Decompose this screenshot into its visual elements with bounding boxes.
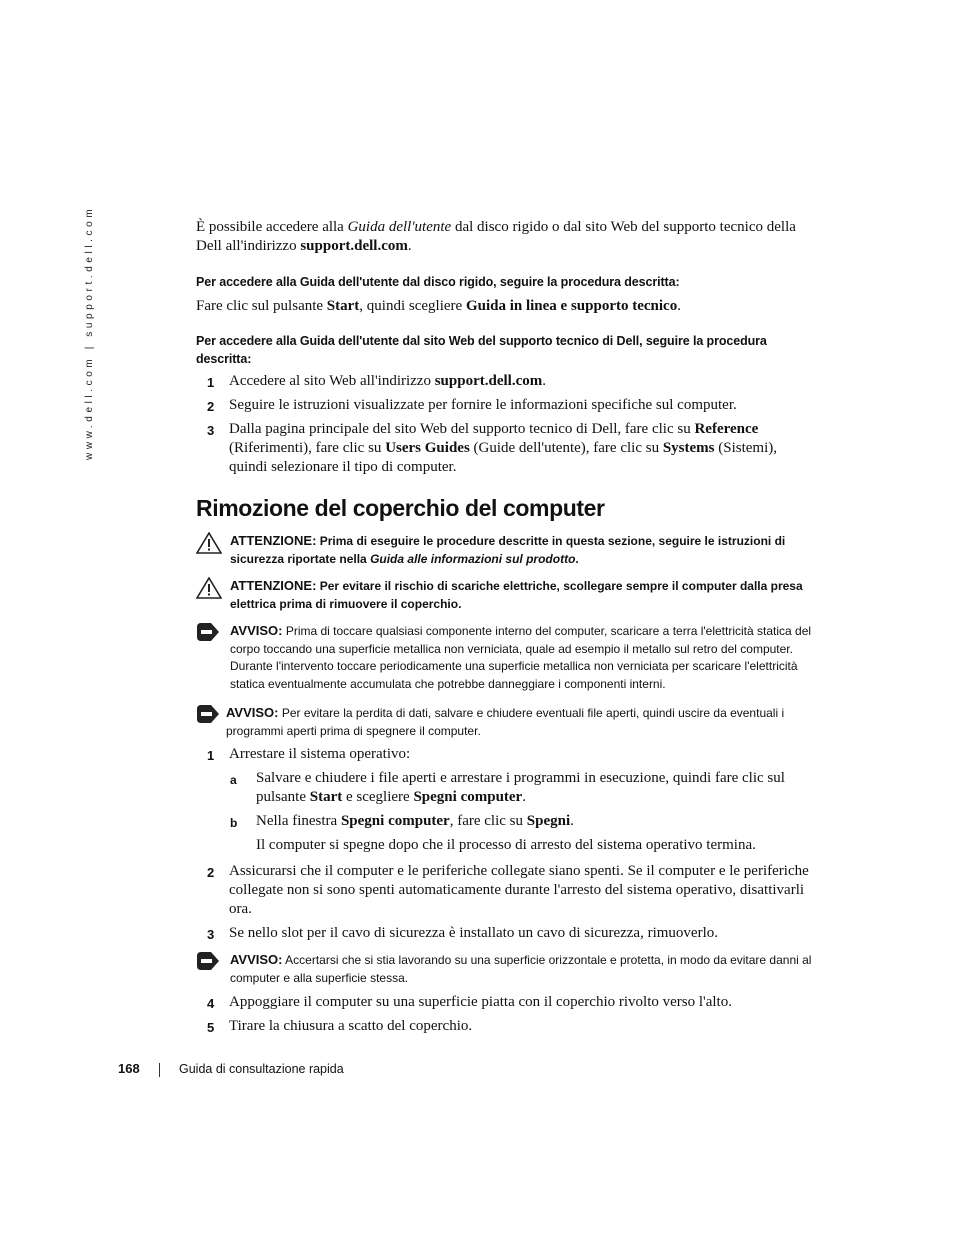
procedure-heading-disk: Per accedere alla Guida dell'utente dal disco rigido, seguire la procedura descritta: bbox=[196, 275, 680, 289]
web-step-1 bbox=[196, 372, 816, 391]
text: Nella finestra bbox=[256, 813, 341, 829]
text: Systems bbox=[662, 440, 715, 456]
caution-note-2 bbox=[196, 577, 816, 613]
text: (Sistemi), quindi selezionare il tipo di computer. bbox=[229, 440, 777, 475]
support-link[interactable]: support.dell.com bbox=[434, 373, 543, 389]
support-link[interactable]: support.dell.com bbox=[300, 238, 408, 254]
text: Users Guides bbox=[385, 440, 470, 456]
text: Reference bbox=[694, 421, 759, 437]
notice-icon bbox=[196, 622, 220, 648]
substep-b-note: Il computer si spegne dopo che il processo di arresto del sistema operativo termina. bbox=[256, 837, 756, 853]
step-number: 4 bbox=[207, 996, 215, 1011]
page-number: 168 bbox=[118, 1061, 140, 1076]
text: (Riferimenti), fare clic su bbox=[229, 440, 386, 456]
text: , quindi scegliere bbox=[359, 298, 466, 314]
text: Spegni computer bbox=[340, 813, 450, 829]
notice-icon bbox=[196, 704, 220, 730]
footer-title: Guida di consultazione rapida bbox=[179, 1062, 344, 1076]
text: Start bbox=[326, 298, 360, 314]
text: Fare clic sul pulsante bbox=[196, 298, 327, 314]
web-step-2 bbox=[196, 396, 816, 415]
notice-note-1 bbox=[196, 622, 816, 693]
notice-icon bbox=[196, 951, 220, 977]
removal-step-5 bbox=[196, 1017, 816, 1036]
text: Start bbox=[309, 789, 343, 805]
text: . bbox=[570, 813, 574, 829]
step-number: 2 bbox=[207, 865, 215, 880]
removal-step-3 bbox=[196, 924, 816, 943]
removal-step-4 bbox=[196, 993, 816, 1012]
text: Assicurarsi che il computer e le periferiche collegate siano spenti. Se il computer e le periferiche collegate non si sono spenti automaticamente durante l'arresto del sistema operativo, disattivarli ora. bbox=[229, 863, 809, 917]
step-number: 2 bbox=[207, 399, 215, 414]
text: . bbox=[407, 238, 412, 254]
text: Guida in linea e supporto tecnico bbox=[465, 298, 678, 314]
notice-label: AVVISO: bbox=[230, 623, 283, 638]
procedure-disk-text bbox=[196, 297, 816, 316]
text: Se nello slot per il cavo di sicurezza è installato un cavo di sicurezza, rimuoverlo. bbox=[229, 925, 718, 941]
removal-substep-a bbox=[196, 769, 816, 807]
text: Per evitare il rischio di scariche elettriche, scollegare sempre il computer dalla presa elettrica prima di rimuovere il coperchio. bbox=[230, 579, 803, 611]
text: Guida dell'utente bbox=[347, 219, 452, 235]
removal-step-2 bbox=[196, 862, 816, 919]
notice-note-2 bbox=[196, 704, 816, 740]
step-number: 1 bbox=[207, 375, 215, 390]
text: Spegni bbox=[526, 813, 571, 829]
text: , fare clic su bbox=[449, 813, 527, 829]
substep-letter: a bbox=[230, 773, 237, 787]
web-step-3 bbox=[196, 420, 816, 477]
text: (Guide dell'utente), fare clic su bbox=[469, 440, 663, 456]
text: Spegni computer bbox=[413, 789, 523, 805]
notice-label: AVVISO: bbox=[230, 952, 283, 967]
page-content bbox=[196, 218, 816, 1036]
caution-note-1 bbox=[196, 532, 816, 568]
substep-letter: b bbox=[230, 816, 238, 830]
text: Arrestare il sistema operativo: bbox=[229, 746, 411, 762]
procedure-heading-web: Per accedere alla Guida dell'utente dal sito Web del supporto tecnico di Dell, seguire la procedura descritta: bbox=[196, 334, 767, 366]
text: . bbox=[522, 789, 526, 805]
step-number: 1 bbox=[207, 748, 215, 763]
caution-label: ATTENZIONE: bbox=[230, 578, 317, 593]
text: Seguire le istruzioni visualizzate per fornire le informazioni specifiche sul computer. bbox=[229, 397, 737, 413]
caution-icon bbox=[196, 532, 222, 560]
removal-step-1 bbox=[196, 745, 816, 764]
text: Dalla pagina principale del sito Web del supporto tecnico di Dell, fare clic su bbox=[229, 421, 695, 437]
text: . bbox=[677, 298, 681, 314]
text: . bbox=[542, 373, 546, 389]
step-number: 5 bbox=[207, 1020, 215, 1035]
text: Prima di eseguire le procedure descritte in questa sezione, seguire le istruzioni di sicurezza riportate nella bbox=[230, 534, 786, 566]
section-title: Rimozione del coperchio del computer bbox=[196, 495, 605, 521]
notice-note-3 bbox=[196, 951, 816, 987]
sidebar-url: www.dell.com | support.dell.com bbox=[84, 205, 95, 460]
text: Salvare e chiudere i file aperti e arrestare i programmi in esecuzione, quindi fare clic sul pulsante bbox=[256, 770, 785, 805]
text: Per evitare la perdita di dati, salvare e chiudere eventuali file aperti, quindi uscire da eventuali i programmi aperti prima di spegnere il computer. bbox=[226, 706, 785, 738]
text: Prima di toccare qualsiasi componente interno del computer, scaricare a terra l'elettricità statica del corpo toccando una superficie metallica non verniciata, quale ad esempio il metallo sul retro del computer. Durante l'intervento toccare periodicamente una superficie metallica non verniciata per scaricare l'elettricità statica eventualmente accumulata che potrebbe danneggiare i componenti interni. bbox=[230, 624, 812, 691]
notice-label: AVVISO: bbox=[226, 705, 279, 720]
text: Guida alle informazioni sul prodotto bbox=[370, 551, 576, 566]
text: Accedere al sito Web all'indirizzo bbox=[229, 373, 435, 389]
text: Appoggiare il computer su una superficie piatta con il coperchio rivolto verso l'alto. bbox=[229, 994, 732, 1010]
step-number: 3 bbox=[207, 927, 215, 942]
text: e scegliere bbox=[342, 789, 414, 805]
intro-paragraph bbox=[196, 218, 816, 256]
text: . bbox=[575, 551, 579, 566]
caution-label: ATTENZIONE: bbox=[230, 533, 317, 548]
removal-substep-b bbox=[196, 812, 816, 831]
text: È possibile accedere alla bbox=[196, 219, 348, 235]
footer-divider bbox=[159, 1063, 160, 1077]
step-number: 3 bbox=[207, 423, 215, 438]
text: Tirare la chiusura a scatto del coperchio. bbox=[229, 1018, 473, 1034]
text: Accertarsi che si stia lavorando su una superficie orizzontale e protetta, in modo da evitare danni al computer e alla superficie stessa. bbox=[230, 953, 812, 985]
caution-icon bbox=[196, 577, 222, 605]
text: dal disco rigido o dal sito Web del supporto tecnico della Dell all'indirizzo bbox=[196, 219, 796, 254]
